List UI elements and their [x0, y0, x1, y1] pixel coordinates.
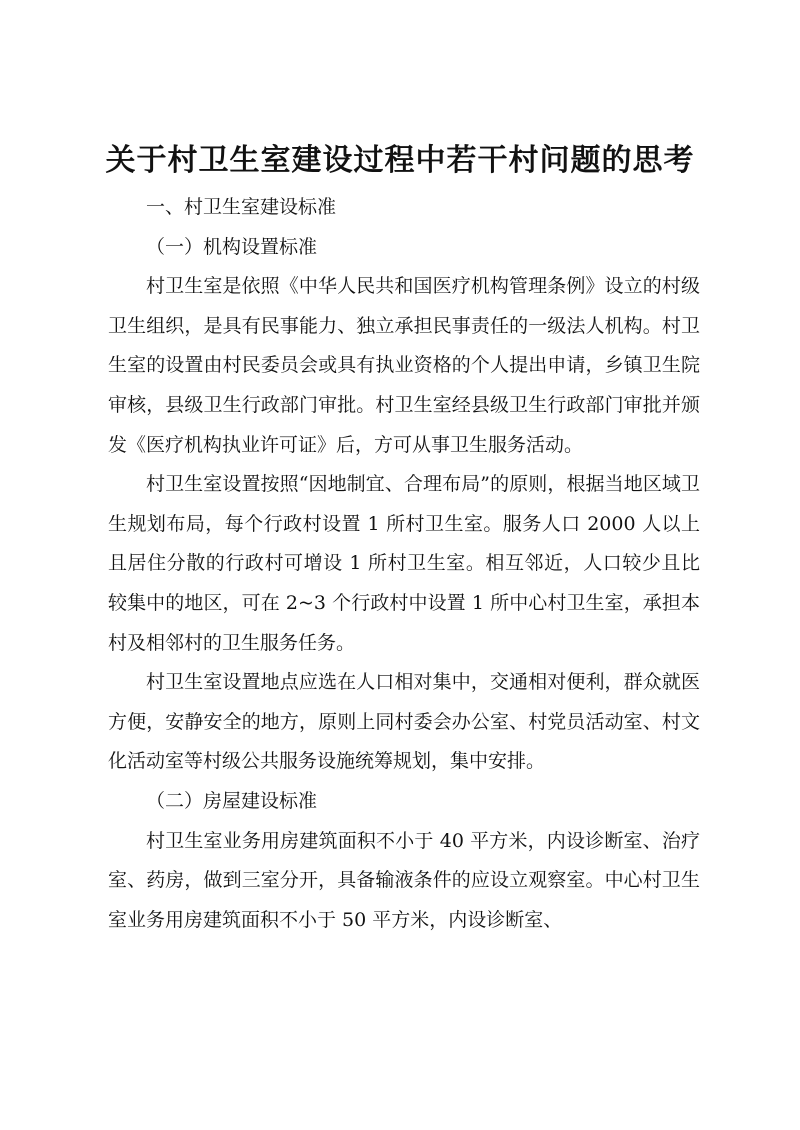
paragraph-3: 村卫生室设置地点应选在人口相对集中，交通相对便利，群众就医方便，安静安全的地方，原则上同村委会办公室、村党员活动室、村文化活动室等村级公共服务设施统筹规划，集中安排。	[108, 671, 700, 773]
document-body	[108, 188, 700, 940]
document-title: 关于村卫生室建设过程中若干村问题的思考	[105, 143, 695, 178]
subsection-heading-2: （二）房屋建设标准	[146, 789, 318, 812]
paragraph-2: 村卫生室设置按照“因地制宜、合理布局”的原则，根据当地区域卫生规划布局，每个行政村设置 1 所村卫生室。服务人口 2000 人以上且居住分散的行政村可增设 1 所村卫生室。相互邻近，人口较少且比较集中的地区，可在 2~3 个行政村中设置 1 所中心村卫生室，承担本村及相邻村的卫生服务任务。	[108, 473, 700, 654]
paragraph-1: 村卫生室是依照《中华人民共和国医疗机构管理条例》设立的村级卫生组织，是具有民事能力、独立承担民事责任的一级法人机构。村卫生室的设置由村民委员会或具有执业资格的个人提出申请，乡镇卫生院审核，县级卫生行政部门审批。村卫生室经县级卫生行政部门审批并颁发《医疗机构执业许可证》后，方可从事卫生服务活动。	[108, 275, 700, 456]
section-heading-1: 一、村卫生室建设标准	[146, 196, 337, 218]
subsection-heading-1: （一）机构设置标准	[146, 235, 318, 258]
paragraph-4: 村卫生室业务用房建筑面积不小于 40 平方米，内设诊断室、治疗室、药房，做到三室分开，具备输液条件的应设立观察室。中心村卫生室业务用房建筑面积不小于 50 平方米，内设诊断室、	[108, 829, 700, 931]
